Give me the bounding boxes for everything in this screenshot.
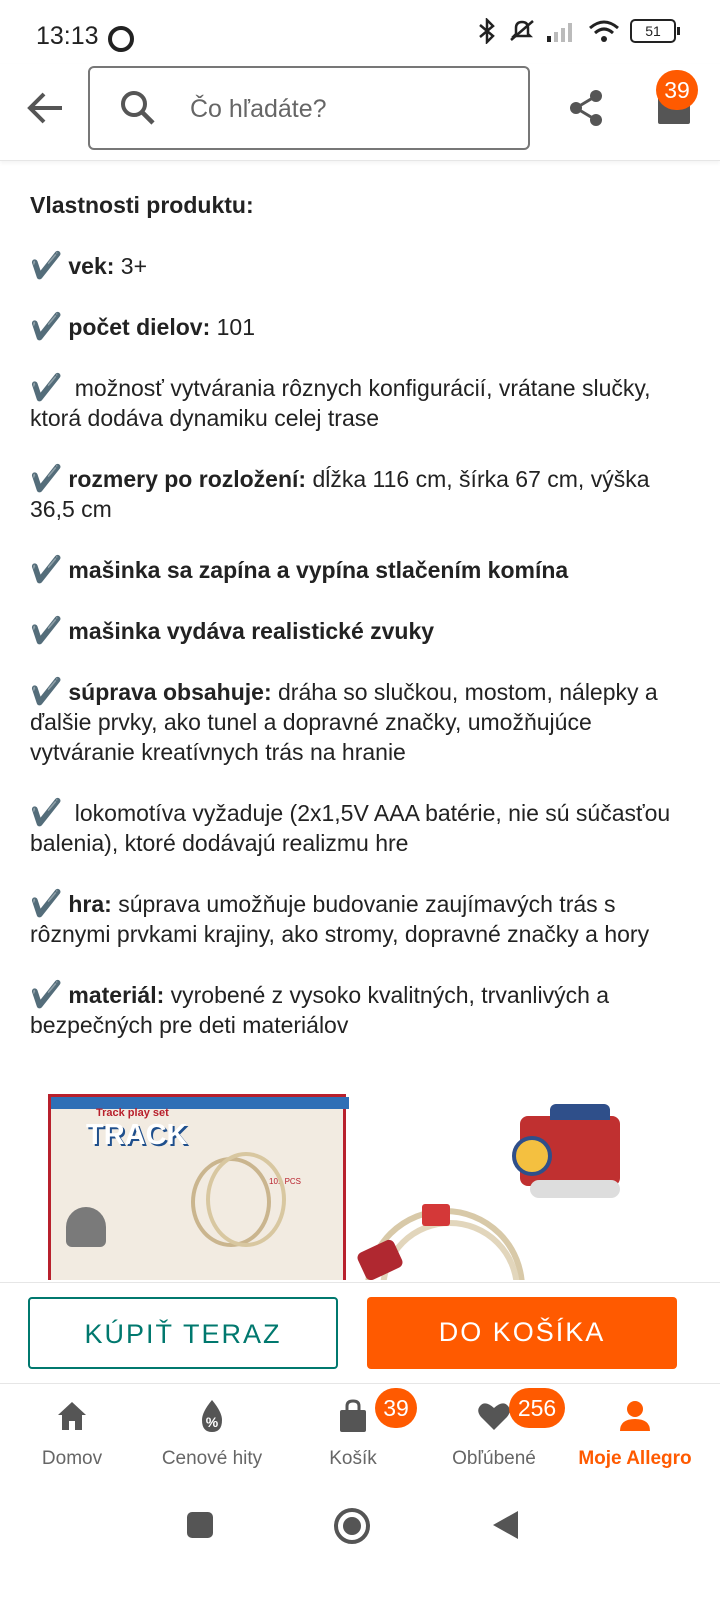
- nav-label: Obľúbené: [452, 1448, 536, 1469]
- nav-my-allegro[interactable]: [563, 1384, 707, 1494]
- recents-button-icon[interactable]: [186, 1511, 214, 1539]
- nav-home[interactable]: [0, 1384, 144, 1494]
- price-tag-icon: [194, 1398, 230, 1434]
- search-input[interactable]: [88, 66, 530, 150]
- feature-item: ✔️ hra: súprava umožňuje budovanie zaujímavých trás s rôznymi prvkami krajiny, ako stromy, dopravné značky a hory: [30, 888, 650, 947]
- back-arrow-icon[interactable]: [24, 86, 68, 130]
- battery-icon: 51: [630, 19, 676, 43]
- box-brand: TRACK: [86, 1119, 188, 1151]
- check-icon: ✔️: [30, 979, 63, 1009]
- status-bar: [0, 0, 720, 64]
- home-icon: [54, 1398, 90, 1434]
- check-icon: ✔️: [30, 311, 63, 341]
- signal-icon: [546, 20, 578, 42]
- nav-label: Cenové hity: [161, 1448, 263, 1469]
- buy-now-button[interactable]: KÚPIŤ TERAZ: [28, 1297, 338, 1369]
- section-title: Vlastnosti produktu:: [30, 192, 254, 218]
- status-time: 13:13: [36, 22, 99, 50]
- bridge-top: [422, 1204, 450, 1226]
- status-icons: [476, 18, 676, 44]
- feature-item: ✔️ počet dielov: 101: [30, 311, 255, 341]
- product-box-image[interactable]: [48, 1094, 346, 1280]
- check-icon: ✔️: [30, 250, 63, 280]
- bottom-nav: [0, 1383, 720, 1494]
- tunnel-shape: [66, 1207, 106, 1247]
- feature-item: ✔️ materiál: vyrobené z vysoko kvalitných, trvanlivých a bezpečných pre deti materiálov: [30, 979, 610, 1038]
- home-button-icon[interactable]: [333, 1507, 371, 1545]
- feature-item: ✔️ rozmery po rozložení: dĺžka 116 cm, šírka 67 cm, výška 36,5 cm: [30, 463, 650, 522]
- dnd-icon: [108, 26, 134, 52]
- feature-item: ✔️ mašinka sa zapína a vypína stlačením komína: [30, 554, 569, 584]
- feature-item: ✔️ možnosť vytvárania rôznych konfigurácií, vrátane slučky, ktorá dodáva dynamiku celej trase: [30, 372, 651, 431]
- favorites-badge: 256: [509, 1388, 565, 1428]
- locomotive-image[interactable]: [520, 1116, 620, 1186]
- box-subtitle: Track play set: [96, 1107, 169, 1119]
- nav-price-hits[interactable]: [140, 1384, 284, 1494]
- product-description: [30, 190, 695, 1070]
- back-button-icon[interactable]: [490, 1509, 520, 1541]
- system-nav-bar: [0, 1493, 720, 1600]
- svg-text:%: %: [205, 1414, 219, 1430]
- search-icon: [118, 88, 158, 128]
- track-loop: [206, 1152, 286, 1247]
- check-icon: ✔️: [30, 615, 63, 645]
- feature-item: ✔️ súprava obsahuje: dráha so slučkou, mostom, nálepky a ďalšie prvky, ako tunel a dopravné značky, umožňujúce vytváranie kreatívnych trás na hranie: [30, 676, 658, 765]
- add-to-cart-button[interactable]: DO KOŠÍKA: [367, 1297, 677, 1369]
- cart-nav-badge: 39: [375, 1388, 417, 1428]
- feature-item: ✔️ vek: 3+: [30, 250, 148, 280]
- action-bar: [0, 1282, 720, 1383]
- locomotive-wheels: [530, 1180, 620, 1198]
- product-images[interactable]: [30, 1080, 695, 1280]
- check-icon: ✔️: [30, 797, 63, 827]
- bluetooth-icon: [476, 18, 498, 44]
- heart-icon: [476, 1398, 512, 1434]
- check-icon: ✔️: [30, 676, 63, 706]
- nav-label: Domov: [41, 1448, 103, 1469]
- cart-badge: 39: [656, 70, 698, 110]
- feature-item: ✔️ lokomotíva vyžaduje (2x1,5V AAA batérie, nie sú súčasťou balenia), ktoré dodávajú realizmu hre: [30, 797, 671, 856]
- user-icon: [617, 1398, 653, 1434]
- box-pieces: 101 PCS: [269, 1177, 302, 1186]
- wifi-icon: [588, 19, 620, 43]
- mute-icon: [508, 18, 536, 44]
- share-icon[interactable]: [566, 88, 606, 128]
- feature-item: ✔️ mašinka vydáva realistické zvuky: [30, 615, 435, 645]
- check-icon: ✔️: [30, 372, 63, 402]
- check-icon: ✔️: [30, 554, 63, 584]
- shopping-bag-icon: [335, 1398, 371, 1434]
- check-icon: ✔️: [30, 888, 63, 918]
- check-icon: ✔️: [30, 463, 63, 493]
- nav-label: Moje Allegro: [578, 1448, 692, 1469]
- nav-label: Košík: [329, 1448, 377, 1469]
- top-bar: [0, 64, 720, 161]
- search-placeholder: Čo hľadáte?: [190, 95, 327, 123]
